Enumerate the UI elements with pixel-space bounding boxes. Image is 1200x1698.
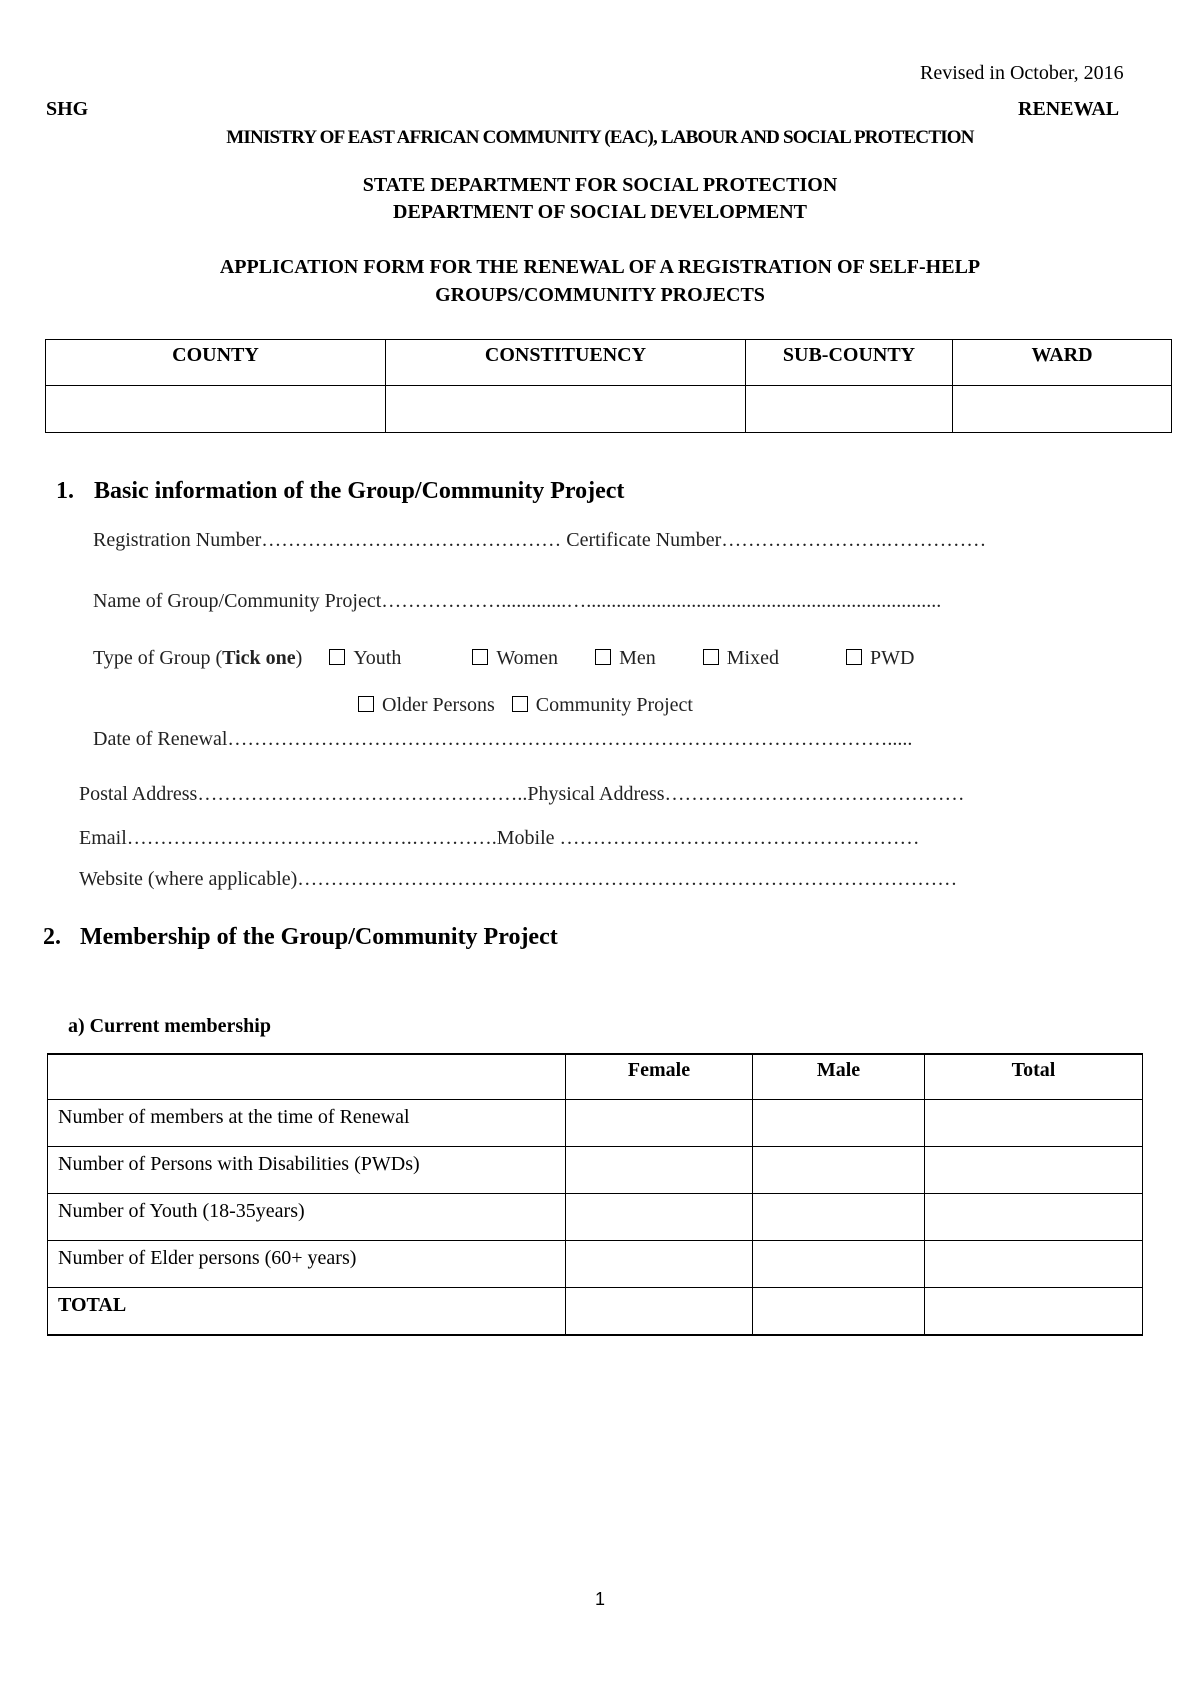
website-line[interactable]: Website (where applicable)……………………………………………………………………………………… xyxy=(79,868,958,890)
total-header: Total xyxy=(925,1054,1143,1100)
constituency-header: CONSTITUENCY xyxy=(386,340,746,386)
email-mobile-line[interactable]: Email…………………………………….………….Mobile ……………………………………………… xyxy=(79,827,920,849)
section-2-title: Membership of the Group/Community Project xyxy=(80,924,558,950)
group-name-line[interactable]: Name of Group/Community Project……………….............…....................................................................... xyxy=(93,590,942,612)
male-cell[interactable] xyxy=(753,1100,925,1147)
page-number: 1 xyxy=(594,1589,605,1609)
row-label: Number of members at the time of Renewal xyxy=(48,1100,566,1147)
total-cell[interactable] xyxy=(925,1288,1143,1336)
table-row xyxy=(48,1147,1143,1194)
state-department-heading: STATE DEPARTMENT FOR SOCIAL PROTECTION xyxy=(362,174,838,196)
shg-tag: SHG xyxy=(46,98,89,120)
male-cell[interactable] xyxy=(753,1288,925,1336)
checkbox-icon[interactable] xyxy=(472,649,488,665)
total-cell[interactable] xyxy=(925,1100,1143,1147)
postal-physical-address-line[interactable]: Postal Address…………………………………………..Physical Address……………………………………… xyxy=(79,783,965,805)
renewal-tag: RENEWAL xyxy=(1018,98,1120,120)
total-cell[interactable] xyxy=(925,1147,1143,1194)
membership-table xyxy=(47,1053,1143,1336)
current-membership-heading: a) Current membership xyxy=(68,1015,271,1037)
female-cell[interactable] xyxy=(566,1100,753,1147)
checkbox-icon[interactable] xyxy=(512,696,528,712)
option-community-project[interactable]: Community Project xyxy=(512,694,693,717)
department-heading: DEPARTMENT OF SOCIAL DEVELOPMENT xyxy=(393,201,807,223)
option-women[interactable]: Women xyxy=(472,647,558,670)
checkbox-icon[interactable] xyxy=(703,649,719,665)
group-type-row-2 xyxy=(358,694,693,717)
option-mixed[interactable]: Mixed xyxy=(703,647,779,670)
row-label: Number of Persons with Disabilities (PWDs) xyxy=(48,1147,566,1194)
registration-certificate-line[interactable]: Registration Number……………………………………… Certificate Number…………………….…………… xyxy=(93,529,987,551)
female-cell[interactable] xyxy=(566,1147,753,1194)
female-cell[interactable] xyxy=(566,1241,753,1288)
female-header: Female xyxy=(566,1054,753,1100)
checkbox-icon[interactable] xyxy=(846,649,862,665)
total-row-label: TOTAL xyxy=(48,1288,566,1336)
checkbox-icon[interactable] xyxy=(329,649,345,665)
male-header: Male xyxy=(753,1054,925,1100)
male-cell[interactable] xyxy=(753,1194,925,1241)
option-men[interactable]: Men xyxy=(595,647,656,670)
county-field[interactable] xyxy=(46,386,386,433)
revised-date: Revised in October, 2016 xyxy=(920,62,1124,84)
total-cell[interactable] xyxy=(925,1241,1143,1288)
section-1-title: Basic information of the Group/Community Project xyxy=(94,478,625,504)
date-of-renewal-line[interactable]: Date of Renewal………………………………………………………………………………………..... xyxy=(93,728,913,750)
section-1-number: 1. xyxy=(56,478,74,504)
option-youth[interactable]: Youth xyxy=(329,647,401,670)
option-pwd[interactable]: PWD xyxy=(846,647,914,670)
sub-county-field[interactable] xyxy=(746,386,953,433)
constituency-field[interactable] xyxy=(386,386,746,433)
male-cell[interactable] xyxy=(753,1147,925,1194)
male-cell[interactable] xyxy=(753,1241,925,1288)
row-label: Number of Youth (18-35years) xyxy=(48,1194,566,1241)
membership-header-blank xyxy=(48,1054,566,1100)
female-cell[interactable] xyxy=(566,1194,753,1241)
female-cell[interactable] xyxy=(566,1288,753,1336)
group-type-row xyxy=(93,647,914,670)
ward-header: WARD xyxy=(953,340,1172,386)
table-row xyxy=(48,1241,1143,1288)
group-type-label: Type of Group (Tick one) xyxy=(93,647,303,669)
ministry-heading: MINISTRY OF EAST AFRICAN COMMUNITY (EAC), LABOUR AND SOCIAL PROTECTION xyxy=(226,127,974,148)
table-row xyxy=(48,1194,1143,1241)
checkbox-icon[interactable] xyxy=(358,696,374,712)
county-header: COUNTY xyxy=(46,340,386,386)
location-table xyxy=(45,339,1172,433)
option-older-persons[interactable]: Older Persons xyxy=(358,694,495,717)
section-2-number: 2. xyxy=(43,924,61,950)
form-title-line-2: GROUPS/COMMUNITY PROJECTS xyxy=(435,284,765,306)
table-row xyxy=(48,1100,1143,1147)
total-cell[interactable] xyxy=(925,1194,1143,1241)
form-title-line-1: APPLICATION FORM FOR THE RENEWAL OF A REGISTRATION OF SELF-HELP xyxy=(219,256,981,278)
table-row-total xyxy=(48,1288,1143,1336)
row-label: Number of Elder persons (60+ years) xyxy=(48,1241,566,1288)
sub-county-header: SUB-COUNTY xyxy=(746,340,953,386)
ward-field[interactable] xyxy=(953,386,1172,433)
checkbox-icon[interactable] xyxy=(595,649,611,665)
